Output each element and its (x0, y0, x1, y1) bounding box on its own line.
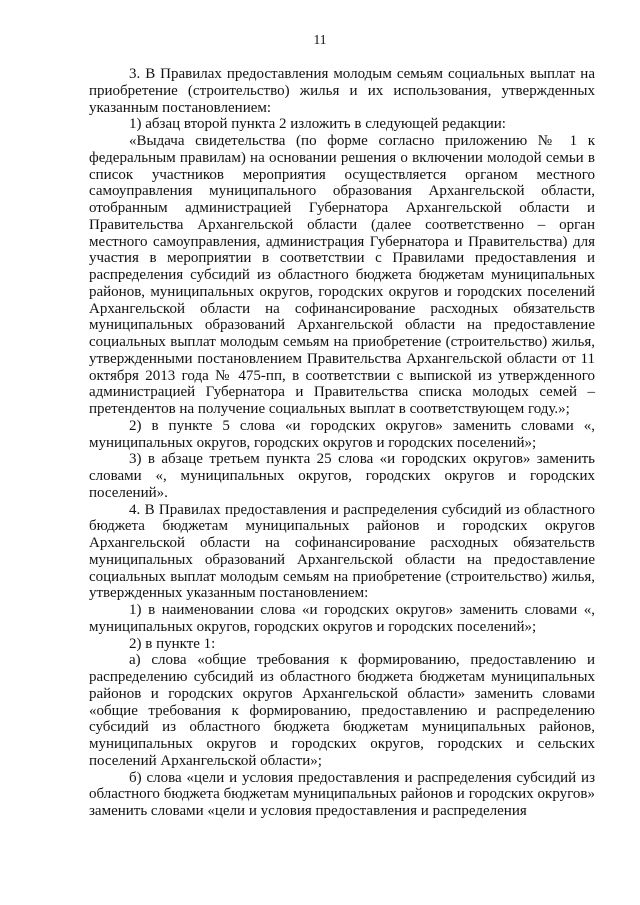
paragraph-quoted-text: «Выдача свидетельства (по форме согласно приложению № 1 к федеральным правилам) на основании решения о включении молодой семьи в список участников мероприятия осуществляется органом местного самоуправления муниципального образования Архангельской области, отобранным администрацией Губернатора Архангельской области и Правительства Архангельской области (далее соответственно – орган местного самоуправления, администрация Губернатора и Правительства) для участия в мероприятии в соответствии с Правилами предоставления и распределения субсидий из областного бюджета бюджетам муниципальных районов, муниципальных округов, городских округов и городских поселений Архангельской области на софинансирование расходных обязательств муниципальных образований Архангельской области на предоставление социальных выплат молодым семьям на приобретение (строительство) жилья, утвержденными постановлением Правительства Архангельской области от 11 октября 2013 года № 475-пп, в соответствии с выпиской из утвержденного администрацией Губернатора и Правительства списка молодых семей – претендентов на получение социальных выплат в соответствующем году.»; (89, 133, 595, 417)
paragraph-item-4-subitem-1: 1) в наименовании слова «и городских округов» заменить словами «, муниципальных округов, городских округов и городских поселений»; (89, 602, 595, 635)
paragraph-item-3-heading: 3. В Правилах предоставления молодым семьям социальных выплат на приобретение (строительство) жилья и их использования, утвержденных указанным постановлением: (89, 66, 595, 116)
paragraph-letter-a: а) слова «общие требования к формированию, предоставлению и распределению субсидий из областного бюджета бюджетам муниципальных районов и городских округов Архангельской области» заменить словами «общие требования к формированию, предоставлению и распределению субсидий из областного бюджета бюджетам муниципальных районов, муниципальных округов и городских округов, городских и сельских поселений Архангельской области»; (89, 652, 595, 769)
document-body (89, 66, 595, 820)
paragraph-subitem-2: 2) в пункте 5 слова «и городских округов» заменить словами «, муниципальных округов, городских округов и городских поселений»; (89, 417, 595, 451)
paragraph-item-4-subitem-2: 2) в пункте 1: (129, 635, 216, 652)
paragraph-subitem-1: 1) абзац второй пункта 2 изложить в следующей редакции: (129, 116, 506, 133)
page-number: 11 (313, 32, 327, 47)
paragraph-subitem-3: 3) в абзаце третьем пункта 25 слова «и городских округов» заменить словами «, муниципальных округов, городских округов и городских поселений». (89, 451, 595, 501)
paragraph-item-4-heading: 4. В Правилах предоставления и распределения субсидий из областного бюджета бюджетам муниципальных районов и городских округов Архангельской области на софинансирование расходных обязательств муниципальных образований Архангельской области на предоставление социальных выплат молодым семьям на приобретение (строительство) жилья, утвержденных указанным постановлением: (89, 501, 595, 602)
paragraph-letter-b: б) слова «цели и условия предоставления и распределения субсидий из областного бюджета бюджетам муниципальных районов и городских округов» заменить словами «цели и условия предоставления и распределения (89, 769, 595, 819)
